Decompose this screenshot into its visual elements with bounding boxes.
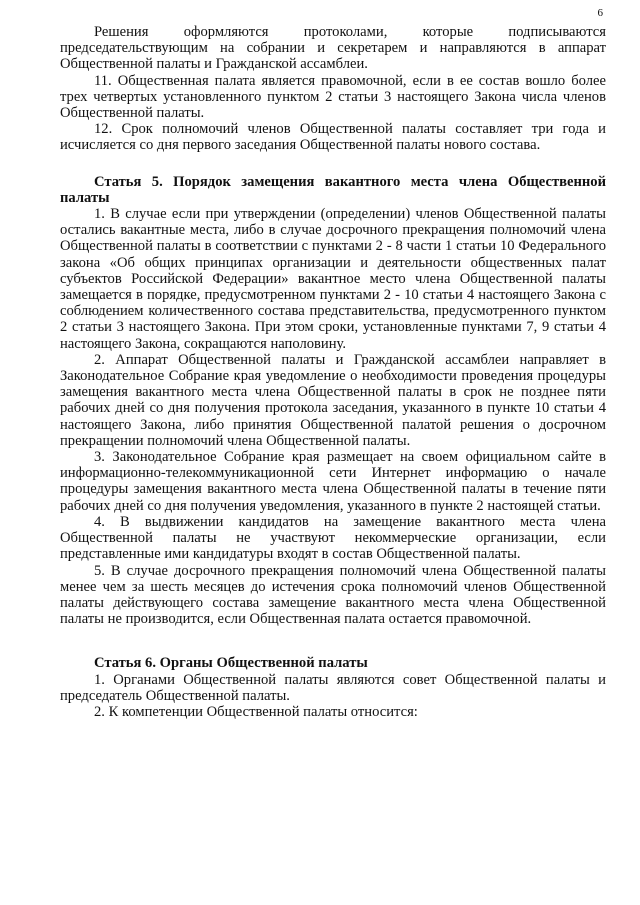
article-5-item-5: 5. В случае досрочного прекращения полномочий члена Общественной палаты менее чем за шесть месяцев до истечения срока полномочий членов Общественной палаты действующего состава замещение вакантного места члена Общественной палаты не производится, если Общественная палата остается правомочной. <box>60 562 606 628</box>
article-6-item-1: 1. Органами Общественной палаты являются совет Общественной палаты и председатель Общественной палаты. <box>60 671 606 704</box>
paragraph-item-11: 11. Общественная палата является правомочной, если в ее состав вошло более трех четвертых установленного пунктом 2 статьи 3 настоящего Закона числа членов Общественной палаты. <box>60 72 606 122</box>
paragraph-item-12: 12. Срок полномочий членов Общественной палаты составляет три года и исчисляется со дня первого заседания Общественной палаты нового состава. <box>60 121 606 154</box>
article-5-item-4: 4. В выдвижении кандидатов на замещение вакантного места члена Общественной палаты не участвуют некоммерческие организации, если представленные ими кандидатуры входят в состав Общественной палаты. <box>60 513 606 563</box>
article-5-item-2: 2. Аппарат Общественной палаты и Гражданской ассамблеи направляет в Законодательное Собрание края уведомление о необходимости проведения процедуры замещения вакантного места члена Общественной палаты в срок не позднее пяти рабочих дней со дня получения протокола заседания, указанного в пункте 10 статьи 4 настоящего Закона, либо принятия Общественной палатой решения о досрочном прекращении полномочий члена Общественной палаты. <box>60 351 606 449</box>
paragraph-decisions: Решения оформляются протоколами, которые подписываются председательствующим на собрании и секретарем и направляются в аппарат Общественной палаты и Гражданской ассамблеи. <box>60 24 606 73</box>
article-6-item-2: 2. К компетенции Общественной палаты относится: <box>94 703 418 720</box>
page-number: 6 <box>597 7 603 19</box>
article-5-heading: Статья 5. Порядок замещения вакантного места члена Общественной палаты <box>60 173 606 206</box>
article-6-heading: Статья 6. Органы Общественной палаты <box>94 655 368 672</box>
spacer <box>60 627 606 655</box>
spacer <box>60 154 606 174</box>
article-5-item-3: 3. Законодательное Собрание края размещает на своем официальном сайте в информационно-телекоммуникационной сети Интернет информацию о начале процедуры замещения вакантного места члена Общественной палаты в течение пяти рабочих дней со дня получения уведомления, указанного в пункте 2 настоящей статьи. <box>60 449 606 514</box>
article-5-item-1: 1. В случае если при утверждении (определении) членов Общественной палаты остались вакантные места, либо в случае досрочного прекращения полномочий члена Общественной палаты в соответствии с пунктами 2 - 8 части 1 статьи 10 Федерального закона «Об общих принципах организации и деятельности общественных палат субъектов Российской Федерации» вакантное место члена Общественной палаты замещается в порядке, предусмотренном пунктами 2 - 10 статьи 4 настоящего Закона с соблюдением количественного состава представительства, предусмотренного пунктом 2 статьи 3 настоящего Закона. При этом сроки, установленные пунктами 7, 9 статьи 4 настоящего Закона, сокращаются наполовину. <box>60 206 606 352</box>
